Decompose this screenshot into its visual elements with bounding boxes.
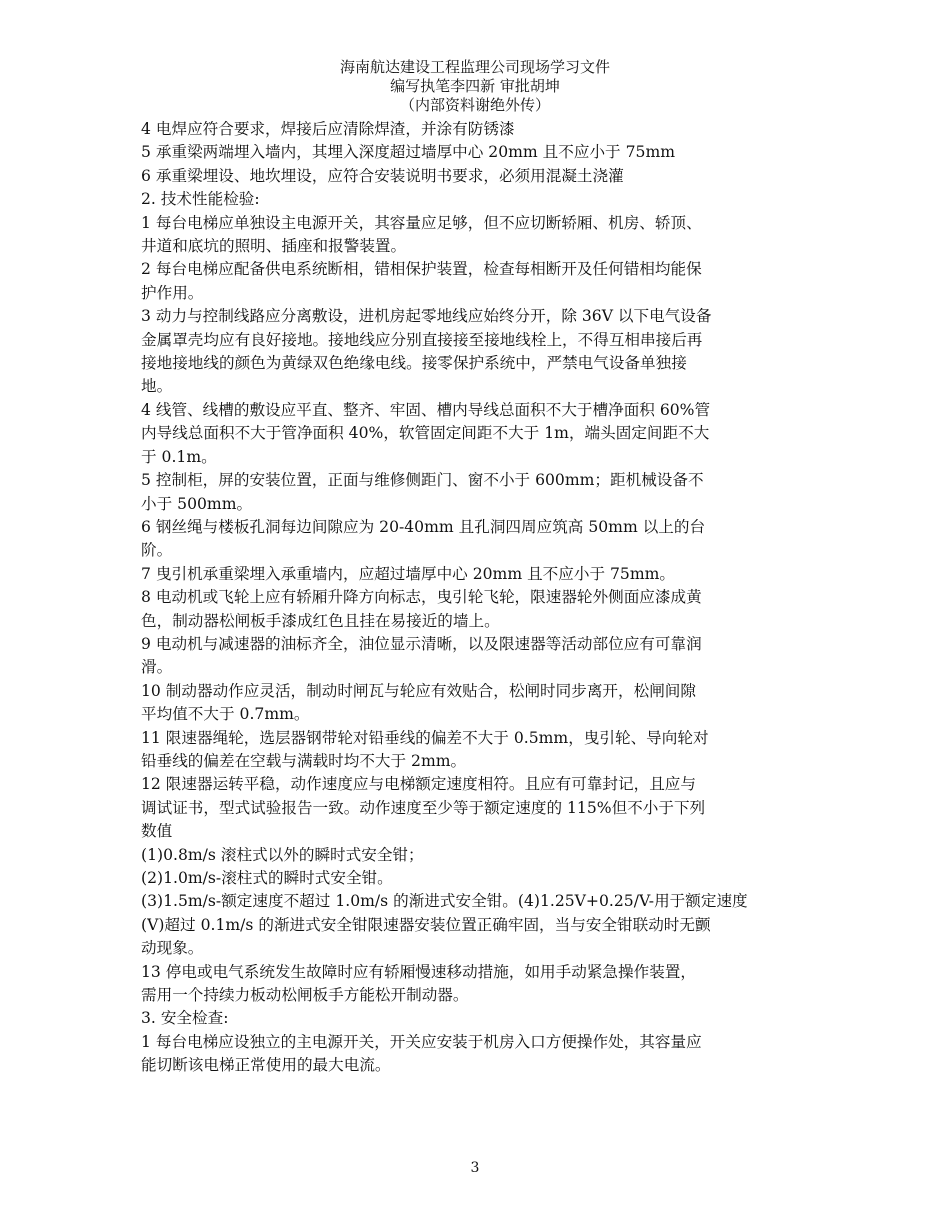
text-line: 1 每台电梯应设独立的主电源开关，开关应安装于机房入口方便操作处，其容量应 [141,1032,702,1051]
text-line: 3 动力与控制线路应分离敷设，进机房起零地线应始终分开，除 36V 以下电气设备 [141,307,712,326]
paragraph-beam-embed: 5 承重梁两端埋入墙内，其埋入深度超过墙厚中心 20mm 且不应小于 75mm [141,143,676,162]
text-line: 11 限速器绳轮，选层器钢带轮对铅垂线的偏差不大于 0.5mm，曳引轮、导向轮对 [141,728,709,747]
section-heading-performance: 2. 技术性能检验: [141,190,260,209]
text-line: 数值 [141,822,173,841]
text-line: 5 控制柜，屏的安装位置，正面与维修侧距门、窗不小于 600mm；距机械设备不 [141,471,704,490]
text-line: 滑。 [141,658,173,677]
text-line: 1 每台电梯应单独设主电源开关，其容量应足够，但不应切断轿厢、机房、轿顶、 [141,213,702,232]
paragraph-brake [141,680,813,727]
text-line: 13 停电或电气系统发生故障时应有轿厢慢速移动措施，如用手动紧急操作装置， [141,962,696,981]
text-line: 色，制动器松闸板手漆成红色且挂在易接近的墙上。 [141,611,500,630]
text-line: 地。 [141,377,173,396]
list-item-speed-1: (1)0.8m/s 滚柱式以外的瞬时式安全钳； [141,845,424,864]
text-line: 阶。 [141,541,173,560]
text-line: 小于 500mm。 [141,494,253,513]
text-line: 于 0.1m。 [141,447,217,466]
document-body [141,118,813,1078]
text-line: 8 电动机或飞轮上应有轿厢升降方向标志，曳引轮飞轮，限速器轮外侧面应漆成黄 [141,588,702,607]
paragraph-rope-clearance [141,516,813,563]
text-line: 需用一个持续力板动松闸板手方能松开制动器。 [141,986,469,1005]
text-line: 平均值不大于 0.7mm。 [141,705,310,724]
paragraph-main-power-switch [141,212,813,259]
text-line: 10 制动器动作应灵活，制动时闸瓦与轮应有效贴合，松闸时同步离开，松闸间隙 [141,681,696,700]
header-author-approver: 编写执笔李四新 审批胡坤 [390,77,560,95]
paragraph-governor [141,773,813,843]
paragraph-welding: 4 电焊应符合要求，焊接后应清除焊渣，并涂有防锈漆 [141,120,515,138]
paragraph-traction-beam: 7 曳引机承重梁埋入承重墙内，应超过墙厚中心 20mm 且不应小于 75mm。 [141,564,676,583]
text-line: 9 电动机与减速器的油标齐全，油位显示清晰，以及限速器等活动部位应有可靠润 [141,634,702,653]
text-line: 2 每台电梯应配备供电系统断相，错相保护装置，检查每相断开及任何错相均能保 [141,260,702,279]
list-item-speed-2: (2)1.0m/s-滚柱式的瞬时式安全钳。 [141,869,393,887]
text-line: 12 限速器运转平稳，动作速度应与电梯额定速度相符。且应有可靠封记，且应与 [141,775,696,794]
paragraph-sheave-deviation [141,727,813,774]
paragraph-wiring-grounding [141,305,813,399]
header-internal-notice: （内部资料谢绝外传） [399,96,550,114]
paragraph-beam-concrete: 6 承重梁埋设、地坎埋设，应符合安装说明书要求，必须用混凝土浇灌 [141,166,624,185]
text-line: 井道和底坑的照明、插座和报警装置。 [141,237,407,256]
paragraph-conduits [141,399,813,469]
paragraph-safety-power-switch [141,1031,813,1078]
page-number: 3 [470,1160,480,1176]
text-line: (V)超过 0.1m/s 的渐进式安全钳限速器安装位置正确牢固，当与安全钳联动时无颤 [141,915,711,934]
text-line: (3)1.5m/s-额定速度不超过 1.0m/s 的渐进式安全钳。(4)1.25V+0.25/V-用于额定速度 [141,892,748,911]
list-item-speed-3-4 [141,890,813,960]
paragraph-lubrication [141,633,813,680]
paragraph-phase-protection [141,258,813,305]
page-header [0,58,950,115]
text-line: 接地接地线的颜色为黄绿双色绝缘电线。接零保护系统中，严禁电气设备单独接 [141,354,687,373]
text-line: 金属罩壳均应有良好接地。接地线应分别直接接至接地线栓上，不得互相串接后再 [141,330,703,349]
paragraph-emergency-operation [141,961,813,1008]
paragraph-control-cabinet [141,469,813,516]
text-line: 6 钢丝绳与楼板孔洞每边间隙应为 20-40mm 且孔洞四周应筑高 50mm 以上的台 [141,517,706,536]
text-line: 调试证书，型式试验报告一致。动作速度至少等于额定速度的 115%但不小于下列 [141,798,706,817]
text-line: 能切断该电梯正常使用的最大电流。 [141,1056,391,1075]
section-heading-safety: 3. 安全检查: [141,1009,229,1028]
text-line: 内导线总面积不大于管净面积 40%，软管固定间距不大于 1m，端头固定间距不大 [141,424,710,443]
text-line: 铅垂线的偏差在空载与满载时均不大于 2mm。 [141,751,467,770]
text-line: 4 线管、线槽的敷设应平直、整齐、牢固、槽内导线总面积不大于槽净面积 60%管 [141,400,711,419]
paragraph-direction-marks [141,586,813,633]
text-line: 动现象。 [141,939,204,958]
text-line: 护作用。 [141,283,204,302]
header-company-title: 海南航达建设工程监理公司现场学习文件 [339,58,610,76]
